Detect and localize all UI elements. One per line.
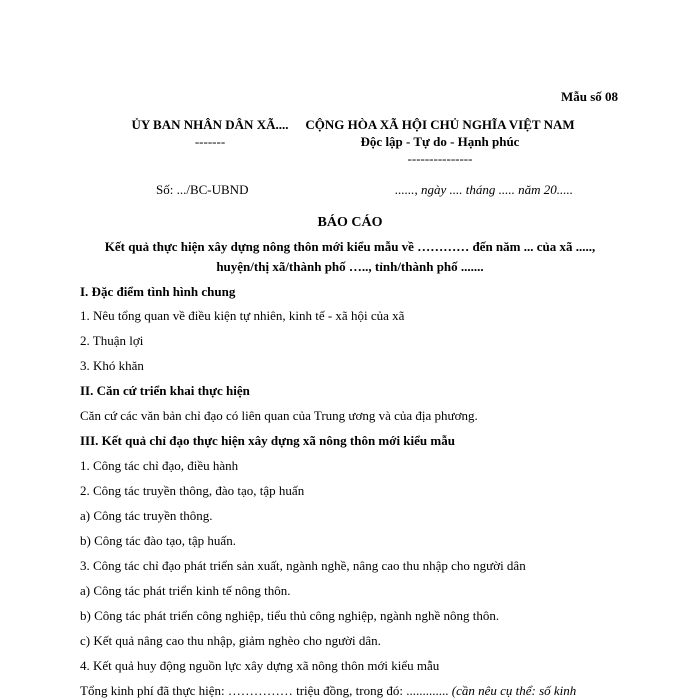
section-heading: I. Đặc điểm tình hình chung (80, 284, 236, 299)
body-line: 3. Khó khăn (80, 358, 144, 373)
body-line: 4. Kết quả huy động nguồn lực xây dựng xã nông thôn mới kiểu mẫu (80, 658, 440, 673)
body-line: Căn cứ các văn bản chỉ đạo có liên quan của Trung ương và của địa phương. (80, 408, 478, 423)
body-line: 2. Thuận lợi (80, 333, 144, 348)
body-line: c) Kết quả nâng cao thu nhập, giảm nghèo cho người dân. (80, 633, 381, 648)
body-line: a) Công tác truyền thông. (80, 508, 213, 523)
document-subtitle-line-1: Kết quả thực hiện xây dựng nông thôn mới kiểu mẫu về ………… đến năm ... của xã ....., (104, 239, 596, 254)
body-line: b) Công tác phát triển công nghiệp, tiểu thủ công nghiệp, ngành nghề nông thôn. (80, 608, 500, 623)
national-motto: Độc lập - Tự do - Hạnh phúc (360, 134, 520, 149)
body-line: b) Công tác đào tạo, tập huấn. (80, 533, 236, 548)
body-line: 3. Công tác chỉ đạo phát triển sản xuất, ngành nghề, nâng cao thu nhập cho người dân (80, 558, 526, 573)
body-line: a) Công tác phát triển kinh tế nông thôn. (80, 583, 291, 598)
document-title: BÁO CÁO (317, 215, 383, 230)
national-title: CỘNG HÒA XÃ HỘI CHỦ NGHĨA VIỆT NAM (305, 117, 575, 132)
section-heading: II. Căn cứ triển khai thực hiện (80, 383, 250, 398)
national-motto-rule: --------------- (407, 151, 473, 166)
document-number: Số: .../BC-UBND (156, 182, 249, 197)
body-line: 2. Công tác truyền thông, đào tạo, tập huấn (80, 483, 305, 498)
body-line: 1. Công tác chỉ đạo, điều hành (80, 458, 239, 473)
document-subtitle-line-2: huyện/thị xã/thành phố ….., tỉnh/thành phố ....... (216, 259, 484, 274)
header-org-rule: ------- (194, 134, 226, 149)
body-line: 1. Nêu tổng quan về điều kiện tự nhiên, kinh tế - xã hội của xã (80, 308, 405, 323)
header-org: ỦY BAN NHÂN DÂN XÃ.... (131, 117, 289, 132)
form-number: Mẫu số 08 (560, 89, 618, 104)
date-line: ......, ngày .... tháng ..... năm 20..... (395, 182, 574, 197)
section-heading: III. Kết quả chỉ đạo thực hiện xây dựng xã nông thôn mới kiểu mẫu (80, 433, 455, 448)
body-line-funding: Tổng kinh phí đã thực hiện: …………… triệu đồng, trong đó: ............. (cần nêu cụ thể: số kinh (80, 683, 577, 698)
